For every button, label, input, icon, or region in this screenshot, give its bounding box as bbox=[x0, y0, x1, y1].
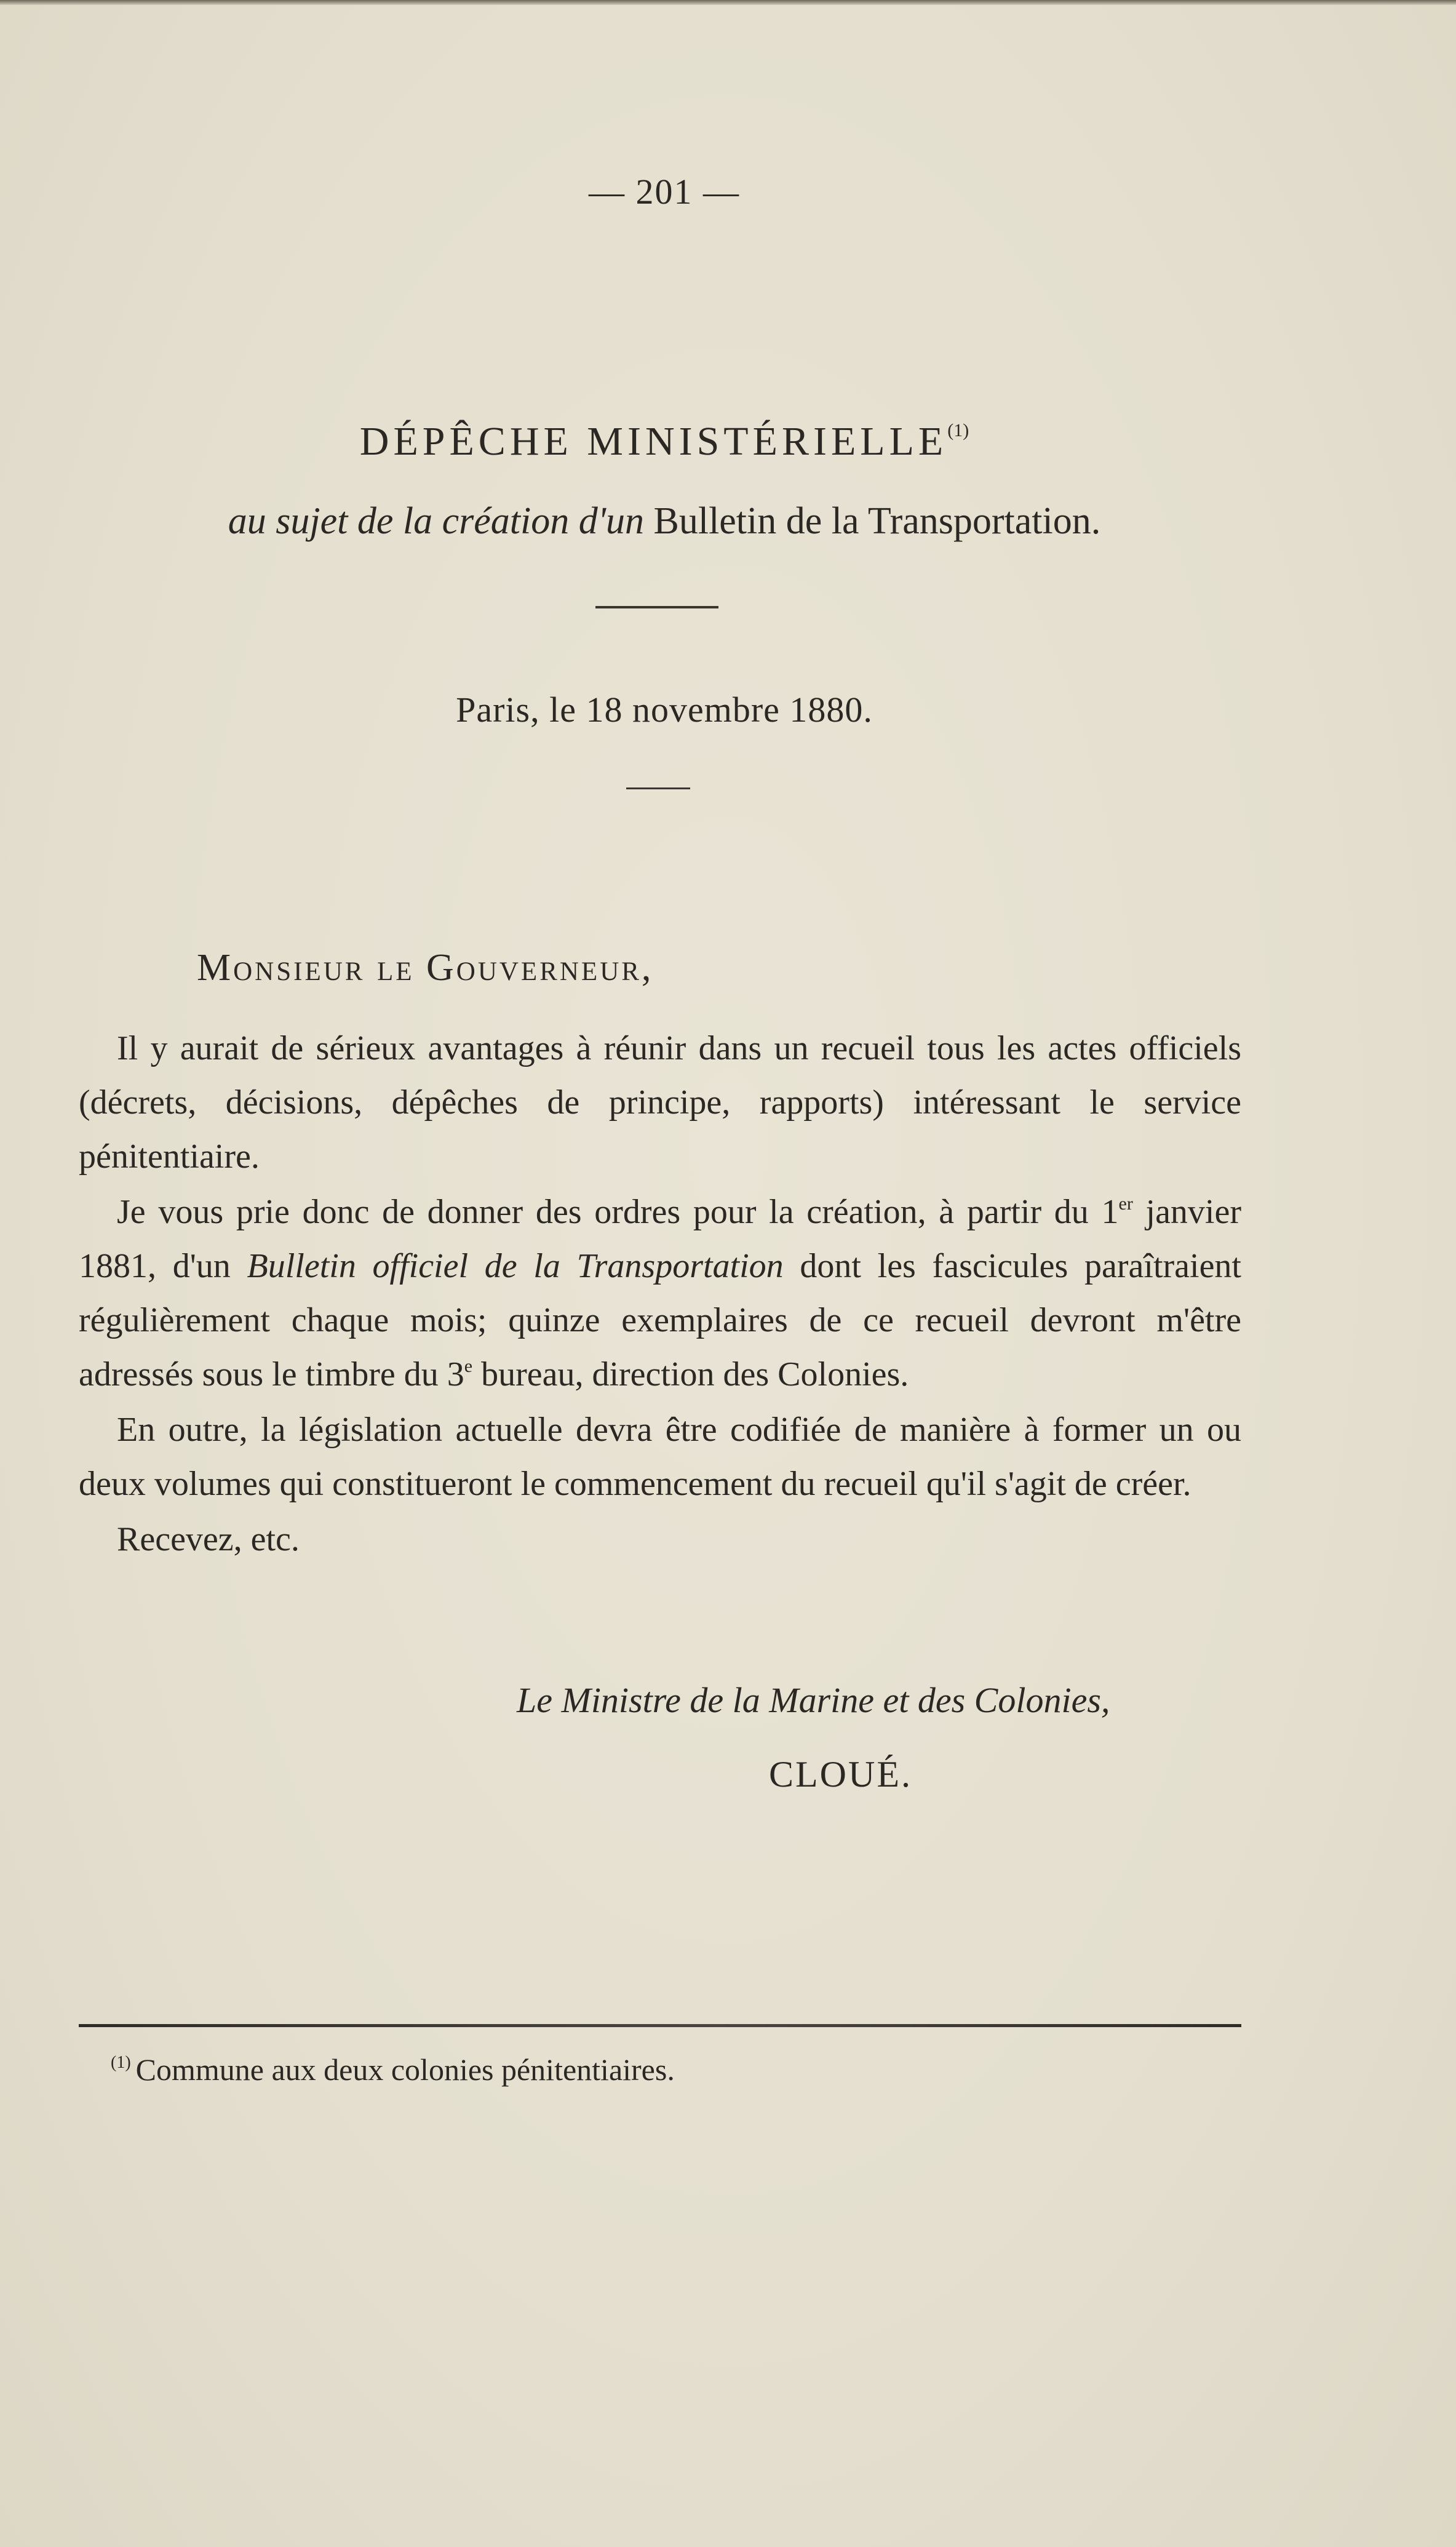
footnote-text: Commune aux deux colonies pénitentiaires. bbox=[135, 2052, 675, 2087]
paragraph-3: En outre, la législation actuelle devra être codifiée de manière à former un ou deux volumes qui constitueront le commencement du recueil qu'il s'agit de créer. bbox=[79, 1411, 1241, 1503]
paragraph-2 bbox=[79, 1185, 1241, 1401]
paragraph-2-part-c: dont les fascicules paraîtraient régulièrement chaque mois; quinze exemplaires de ce recueil devront m'être adressés sous le timbre du 3 bbox=[79, 1247, 1241, 1393]
footnote bbox=[111, 2052, 675, 2087]
paragraph-2-part-b: janvier 1881, d'un bbox=[79, 1193, 1241, 1285]
subtitle-roman: Bulletin de la Transportation. bbox=[653, 500, 1101, 542]
salutation: Monsieur le Gouverneur, bbox=[197, 947, 654, 989]
page-number: — 201 — bbox=[589, 172, 740, 212]
document-subtitle bbox=[0, 500, 1329, 543]
bulletin-title-italic: Bulletin officiel de la Transportation bbox=[247, 1247, 784, 1285]
letter-body bbox=[79, 1021, 1241, 1568]
ordinal-superscript: e bbox=[464, 1356, 473, 1376]
subtitle-italic: au sujet de la création d'un bbox=[228, 500, 644, 542]
paragraph-4: Recevez, etc. bbox=[117, 1520, 300, 1558]
dateline: Paris, le 18 novembre 1880. bbox=[456, 690, 873, 730]
title-footnote-marker: (1) bbox=[947, 420, 969, 440]
footnote-marker: (1) bbox=[111, 2053, 131, 2072]
footnote-divider bbox=[79, 2024, 1241, 2027]
title-text: DÉPÊCHE MINISTÉRIELLE bbox=[359, 419, 948, 464]
signature-role: Le Ministre de la Marine et des Colonies, bbox=[517, 1680, 1110, 1720]
document-title bbox=[0, 418, 1329, 465]
paragraph-2-part-a: Je vous prie donc de donner des ordres pour la création, à partir du 1 bbox=[117, 1193, 1119, 1231]
signature-name: CLOUÉ. bbox=[769, 1754, 912, 1795]
ordinal-superscript: er bbox=[1118, 1194, 1133, 1214]
title-divider bbox=[595, 606, 718, 608]
paragraph-1: Il y aurait de sérieux avantages à réunir dans un recueil tous les actes officiels (décrets, décisions, dépêches de principe, rapports) intéressant le service pénitentiaire. bbox=[79, 1029, 1241, 1176]
page-top-edge bbox=[0, 0, 1456, 5]
paragraph-2-part-d: bureau, direction des Colonies. bbox=[472, 1355, 909, 1393]
dateline-divider bbox=[626, 787, 690, 789]
